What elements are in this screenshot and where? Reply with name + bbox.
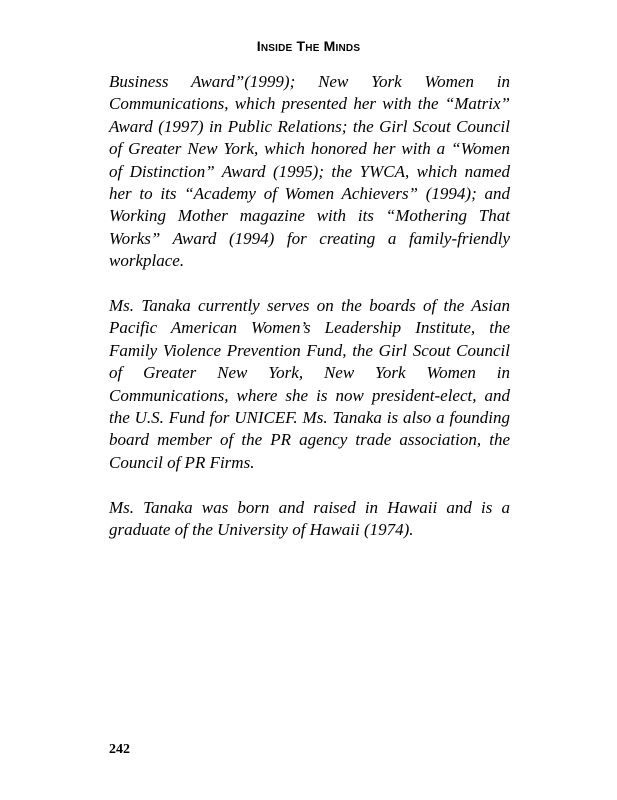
body-text (109, 71, 510, 564)
running-head-title: Inside The Minds (256, 38, 361, 54)
paragraph-boards: Ms. Tanaka currently serves on the boards of the Asian Pacific American Women’s Leadership Institute, the Family Violence Prevention Fund, the Girl Scout Council of Greater New York, New York Women in Communications, where she is now president-elect, and the U.S. Fund for UNICEF. Ms. Tanaka is also a founding board member of the PR agency trade association, the Council of PR Firms. (109, 296, 510, 472)
paragraph-awards: Business Award”(1999); New York Women in Communications, which presented her with the “Matrix” Award (1997) in Public Relations; the Girl Scout Council of Greater New York, which honored her with a “Women of Distinction” Award (1995); the YWCA, which named her to its “Academy of Women Achievers” (1994); and Working Mother magazine with its “Mothering That Works” Award (1994) for creating a family-friendly workplace. (109, 72, 510, 271)
page-number: 242 (109, 742, 130, 757)
paragraph-background: Ms. Tanaka was born and raised in Hawaii and is a graduate of the University of Hawaii (1974). (109, 497, 510, 540)
